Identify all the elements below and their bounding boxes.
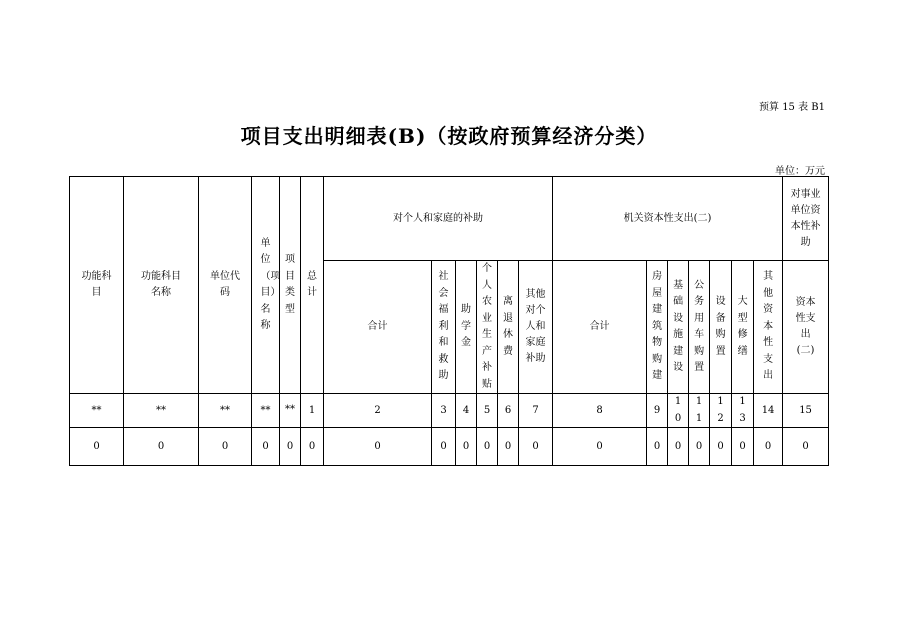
table-cell: 8 bbox=[553, 394, 647, 428]
col-other-personal: 其他对个人和家庭补助 bbox=[519, 261, 553, 394]
table-cell: 0 bbox=[477, 428, 498, 466]
table-cell: 0 bbox=[732, 428, 754, 466]
table-cell: 2 bbox=[324, 394, 432, 428]
col-other-capital: 其他资本性支出 bbox=[754, 261, 783, 394]
table-cell: 0 bbox=[70, 428, 124, 466]
col-major-repair: 大型修缮 bbox=[732, 261, 754, 394]
unit-label: 单位：万元 bbox=[775, 166, 825, 177]
table-cell: 0 bbox=[199, 428, 252, 466]
col-vehicle: 公务用车购置 bbox=[689, 261, 710, 394]
col-equipment: 设备购置 bbox=[710, 261, 732, 394]
col-agri-subsidy: 个人农业生产补贴 bbox=[477, 261, 498, 394]
table-cell: 1 bbox=[301, 394, 324, 428]
table-cell: ** bbox=[124, 394, 199, 428]
table-cell: 0 bbox=[647, 428, 668, 466]
col-total: 总计 bbox=[301, 177, 324, 394]
group-enterprise-subsidy: 对事业单位资本性补助 bbox=[783, 177, 829, 261]
table-cell: 0 bbox=[668, 428, 689, 466]
col-unit-code: 单位代码 bbox=[199, 177, 252, 394]
table-cell: 11 bbox=[689, 394, 710, 428]
table-cell: 10 bbox=[668, 394, 689, 428]
table-cell: 0 bbox=[710, 428, 732, 466]
group-personal-subsidy: 对个人和家庭的补助 bbox=[324, 177, 553, 261]
table-cell: 0 bbox=[301, 428, 324, 466]
col-personal-subtotal: 合计 bbox=[324, 261, 432, 394]
table-cell: 7 bbox=[519, 394, 553, 428]
col-capital-subtotal: 合计 bbox=[553, 261, 647, 394]
col-scholarship: 助学金 bbox=[456, 261, 477, 394]
col-infrastructure: 基础设施建设 bbox=[668, 261, 689, 394]
col-project-type: 项目类型 bbox=[280, 177, 301, 394]
table-cell: 0 bbox=[124, 428, 199, 466]
table-cell: 0 bbox=[252, 428, 280, 466]
col-social-welfare: 社会福利和救助 bbox=[432, 261, 456, 394]
table-cell: ** bbox=[280, 394, 301, 428]
col-unit-project-name: 单位（项目）名称 bbox=[252, 177, 280, 394]
table-cell: 0 bbox=[553, 428, 647, 466]
table-cell: 13 bbox=[732, 394, 754, 428]
table-cell: 6 bbox=[498, 394, 519, 428]
page-title: 项目支出明细表(B)（按政府预算经济分类） bbox=[240, 124, 658, 148]
group-capital-expenditure: 机关资本性支出(二) bbox=[553, 177, 783, 261]
table-cell: 5 bbox=[477, 394, 498, 428]
table-cell: 0 bbox=[280, 428, 301, 466]
table-cell: 3 bbox=[432, 394, 456, 428]
table-cell: 4 bbox=[456, 394, 477, 428]
table-cell: 0 bbox=[783, 428, 829, 466]
table-row bbox=[70, 428, 829, 466]
table-cell: 12 bbox=[710, 394, 732, 428]
table-cell: 0 bbox=[754, 428, 783, 466]
form-code: 预算 15 表 B1 bbox=[759, 102, 825, 113]
table-cell: ** bbox=[70, 394, 124, 428]
table-cell: 0 bbox=[324, 428, 432, 466]
table-cell: 0 bbox=[689, 428, 710, 466]
col-func-subject: 功能科目 bbox=[70, 177, 124, 394]
table-cell: 0 bbox=[498, 428, 519, 466]
table-cell: ** bbox=[199, 394, 252, 428]
table-cell: 0 bbox=[432, 428, 456, 466]
header-row-group bbox=[70, 177, 829, 261]
table-cell: 0 bbox=[519, 428, 553, 466]
table-cell: 15 bbox=[783, 394, 829, 428]
table-cell: 14 bbox=[754, 394, 783, 428]
col-func-subject-name: 功能科目名称 bbox=[124, 177, 199, 394]
table-row bbox=[70, 394, 829, 428]
table-cell: 0 bbox=[456, 428, 477, 466]
table-cell: 9 bbox=[647, 394, 668, 428]
col-retirement: 离退休费 bbox=[498, 261, 519, 394]
budget-table bbox=[69, 176, 829, 466]
table-cell: ** bbox=[252, 394, 280, 428]
col-enterprise-capital: 资本性支出(二) bbox=[783, 261, 829, 394]
col-building: 房屋建筑物购建 bbox=[647, 261, 668, 394]
